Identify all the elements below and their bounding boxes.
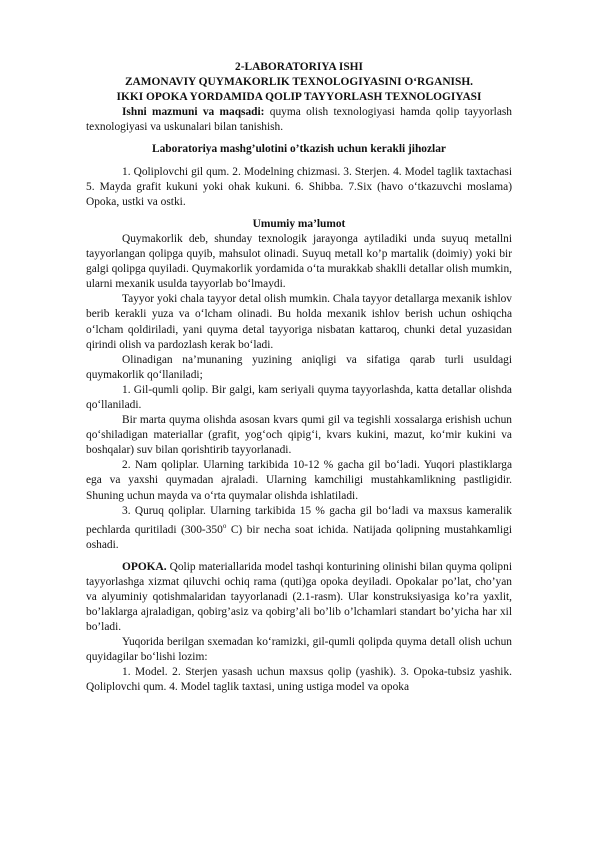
paragraph-scheme: Yuqorida berilgan sxemadan ko‘ramizki, gil-qumli qolipda quyma detall olish uchun quyidagilar bo‘lishi lozim: (86, 636, 512, 664)
opoka-label: OPOKA. (122, 560, 167, 573)
paragraph-general-1: Quymakorlik deb, shunday texnologik jarayonga aytiladiki unda suyuq metallni tayyorlangan qolipga quyib, mahsulot olinadi. Suyuq metall ko’p martalik (doimiy) yoki bir galgi qolipga quyiladi. Quymakorlik yordamida o‘ta murakkab shaklli detallar olish mumkin, ularni mexanik usulda tayyorlab bo‘lmaydi. (86, 232, 512, 291)
purpose-text: quyma olish texnologiyasi hamda qolip tayyorlash texnologiyasi va uskunalari bilan tanishish. (86, 106, 513, 134)
title-line-2: IKKI OPOKA YORDAMIDA QOLIP TAYYORLASH TEXNOLOGIYASI (116, 91, 482, 104)
paragraph-opoka (86, 560, 512, 635)
lab-number-heading: 2-LABORATORIYA ISHI (235, 61, 363, 73)
dry-molds-text-b: C) bir necha soat ichida. Natijada qolipning mustahkamligi oshadi. (86, 523, 512, 551)
paragraph-general-2: Tayyor yoki chala tayyor detal olish mumkin. Chala tayyor detallarga mexanik ishlov berib kerakli yuza va o‘lcham olinadi. Bu holda mexanik ishlov berish uchun oshiqcha o‘lcham qoldiriladi, yani quyma detal tayyoriga nisbatan kattaroq, chunki detal yuzasidan qirindi olish va pardozlash kerak bo‘ladi. (86, 293, 512, 351)
document-page (86, 60, 512, 696)
paragraph-wet-molds: 2. Nam qoliplar. Ularning tarkibida 10-12 % gacha gil bo‘ladi. Yuqori plastiklarga ega va yaxshi quymadan ajraladi. Ularning kamchiligi mustahkamlikning pastligidir. Shuning uchun mayda va o‘rta quymalar olishda ishlatiladi. (86, 459, 512, 502)
paragraph-mold-materials: Bir marta quyma olishda asosan kvars qumi gil va tegishli xossalarga erishish uchun qo‘shiladigan materiallar (grafit, yog‘och qipig‘i, kvars kukini, mazut, ko‘mir kukini va boshqalar) suv bilan qorishtirib tayyorlanadi. (86, 414, 512, 457)
dry-molds-text-a: 3. Quruq qoliplar. Ularning tarkibida 15 % gacha gil bo‘ladi va maxsus kameralik pechlarda quritiladi (300-350 (86, 504, 512, 536)
general-info-heading: Umumiy ma’lumot (252, 217, 346, 230)
equipment-list: 1. Qoliplovchi gil qum. 2. Modelning chizmasi. 3. Sterjen. 4. Model taglik taxtachasi 5. Mayda grafit kukuni yoki ohak kukuni. 6. Shibba. 7.Six (havo o‘tkazuvchi moslama) Opoka, ustki va ostki. (86, 165, 512, 208)
degree-superscript: o (222, 521, 227, 530)
equipment-heading: Laboratoriya mashg’ulotini o’tkazish uchun kerakli jihozlar (152, 143, 446, 156)
opoka-text: Qolip materiallarida model tashqi konturining olinishi bilan quyma qolipni tayyorlashga xizmat qiluvchi ochiq rama (quti)ga opoka deyiladi. Opokalar po’lat, cho’yan va alyuminiy qotishmalaridan tayyorlanadi (2.1-rasm). Ular konstruksiyasiga ko’ra yaxlit, bo’laklarga ajraladigan, qobirg’asiz va qobirg’ali bo’lib o’lchamlari standart bo’yicha har xil bo’ladi. (86, 560, 512, 634)
paragraph-general-3: Olinadigan na’munaning yuzining aniqligi va sifatiga qarab turli usuldagi quymakorlik qo‘llaniladi; (86, 353, 512, 381)
paragraph-clay-sand-mold: 1. Gil-qumli qolip. Bir galgi, kam seriyali quyma tayyorlashda, katta detallar olishda qo‘llaniladi. (86, 383, 512, 411)
purpose-label: Ishni mazmuni va maqsadi: (122, 106, 265, 119)
purpose-paragraph (86, 105, 512, 135)
paragraph-dry-molds (86, 504, 512, 553)
title-line-1: ZAMONAVIY QUYMAKORLIK TEXNOLOGIYASINI O‘RGANISH. (124, 76, 474, 89)
paragraph-components-list: 1. Model. 2. Sterjen yasash uchun maxsus qolip (yashik). 3. Opoka-tubsiz yashik. Qoliplovchi qum. 4. Model taglik taxtasi, uning ustiga model va opoka (86, 666, 512, 694)
